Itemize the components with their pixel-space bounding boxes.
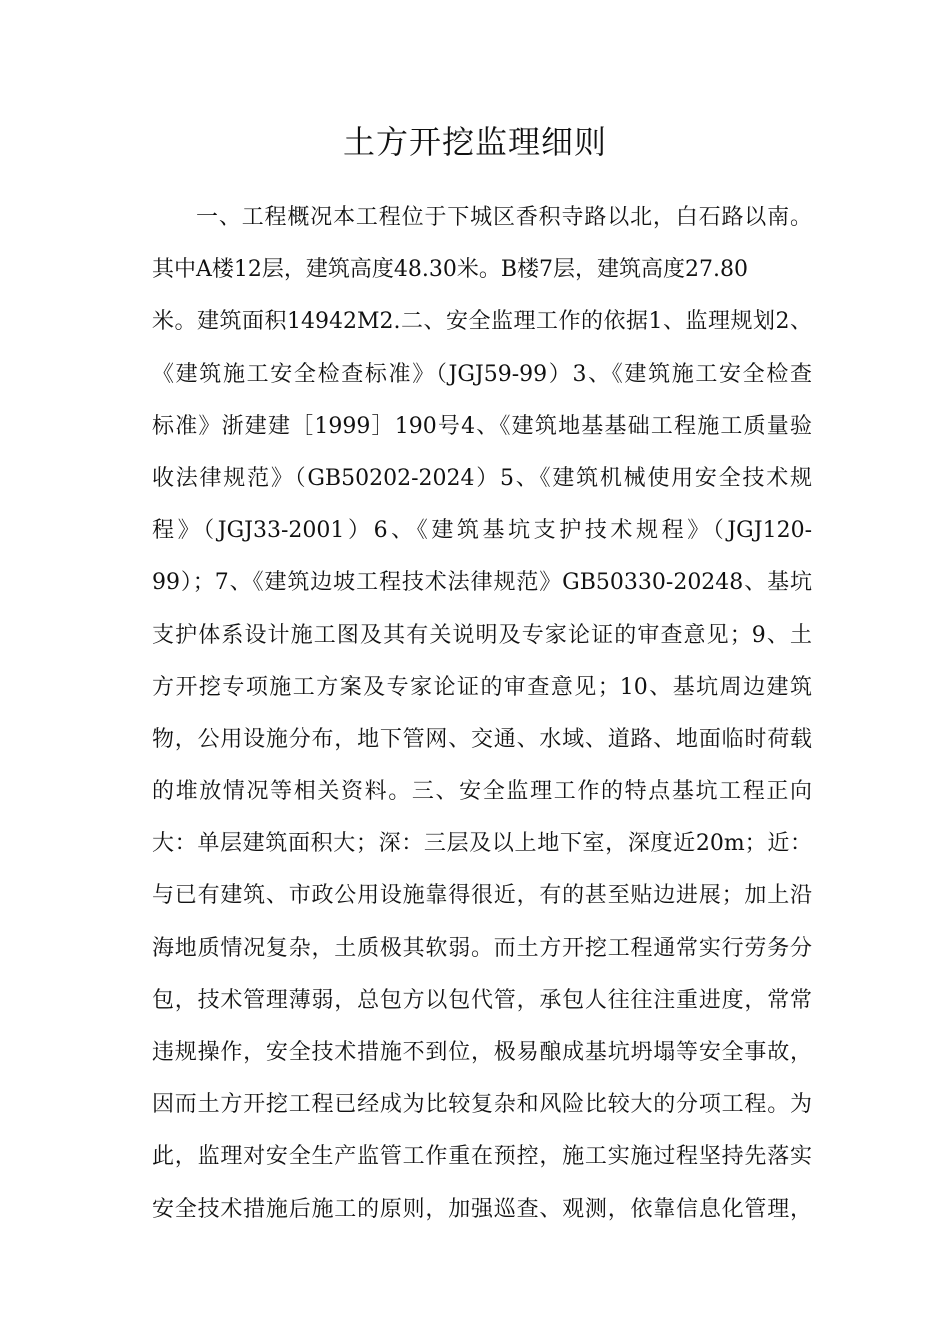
document-title: 土方开挖监理细则 xyxy=(342,123,607,161)
body-line: 海地质情况复杂，土质极其软弱。而土方开挖工程通常实行劳务分 xyxy=(152,935,812,961)
body-line: 大：单层建筑面积大；深：三层及以上地下室，深度近20m；近： xyxy=(152,831,812,857)
body-line: 米。建筑面积14942M2.二、安全监理工作的依据1、监理规划2、 xyxy=(152,309,812,335)
body-line: 《建筑施工安全检查标准》（JGJ59-99）3、《建筑施工安全检查 xyxy=(152,361,812,387)
body-line: 此，监理对安全生产监管工作重在预控，施工实施过程坚持先落实 xyxy=(152,1144,812,1170)
body-line: 物，公用设施分布，地下管网、交通、水域、道路、地面临时荷载 xyxy=(152,726,812,752)
body-line: 支护体系设计施工图及其有关说明及专家论证的审查意见；9、土 xyxy=(152,622,812,648)
body-line: 的堆放情况等相关资料。三、安全监理工作的特点基坑工程正向 xyxy=(152,779,812,805)
body-line: 安全技术措施后施工的原则，加强巡查、观测，依靠信息化管理， xyxy=(152,1196,812,1222)
body-line: 一、工程概况本工程位于下城区香积寺路以北，白石路以南。 xyxy=(196,205,812,230)
document-body xyxy=(152,192,812,1236)
body-line: 包，技术管理薄弱，总包方以包代管，承包人往往注重进度，常常 xyxy=(152,987,812,1013)
body-line: 方开挖专项施工方案及专家论证的审查意见；10、基坑周边建筑 xyxy=(152,674,812,700)
body-line: 99）；7、《建筑边坡工程技术法律规范》GB50330-20248、基坑 xyxy=(152,570,812,596)
body-line: 因而土方开挖工程已经成为比较复杂和风险比较大的分项工程。为 xyxy=(152,1092,812,1118)
body-line: 违规操作，安全技术措施不到位，极易酿成基坑坍塌等安全事故， xyxy=(152,1040,812,1065)
body-line: 其中A楼12层，建筑高度48.30米。B楼7层，建筑高度27.80 xyxy=(152,257,749,283)
body-line: 收法律规范》（GB50202-2024）5、《建筑机械使用安全技术规 xyxy=(152,465,812,491)
body-line: 与已有建筑、市政公用设施靠得很近，有的甚至贴边进展；加上沿 xyxy=(152,883,812,909)
body-line: 程》（JGJ33-2001）6、《建筑基坑支护技术规程》（JGJ120- xyxy=(152,518,812,544)
body-line: 标准》浙建建［1999］190号4、《建筑地基基础工程施工质量验 xyxy=(152,413,812,439)
